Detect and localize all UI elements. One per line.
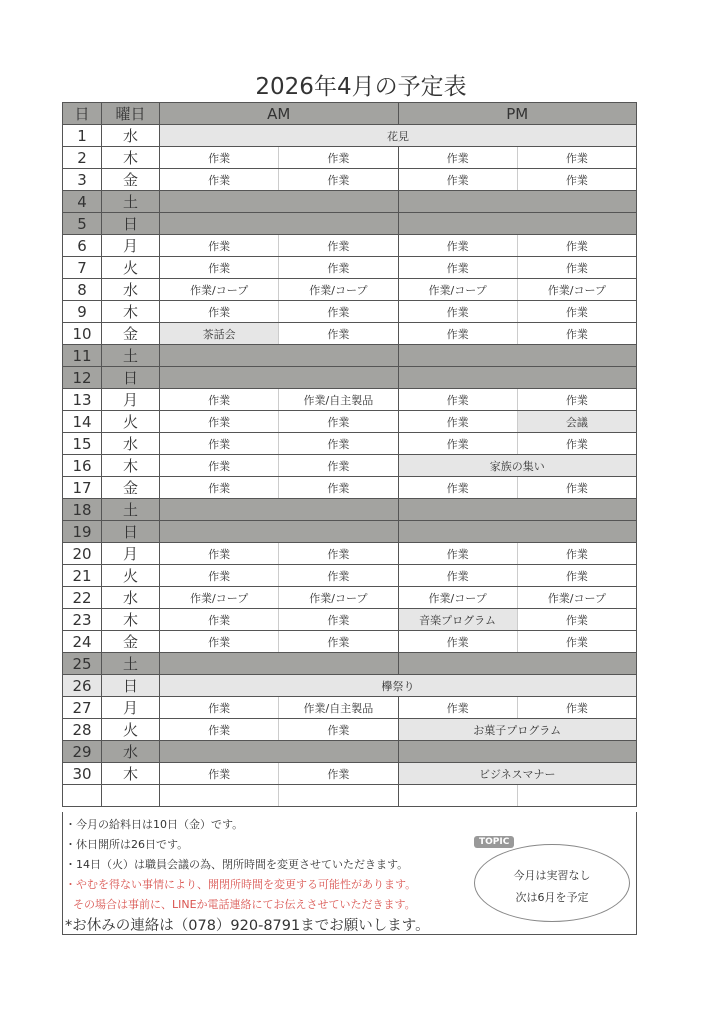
schedule-cell: 作業 bbox=[160, 565, 279, 587]
day-cell: 21 bbox=[63, 565, 102, 587]
weekday-cell: 日 bbox=[102, 367, 160, 389]
schedule-cell: 作業 bbox=[160, 631, 279, 653]
schedule-cell: 家族の集い bbox=[398, 455, 637, 477]
note-holiday-open: ・休日開所は26日です。 bbox=[65, 838, 189, 851]
day-cell: 28 bbox=[63, 719, 102, 741]
table-row bbox=[63, 609, 637, 631]
day-cell: 11 bbox=[63, 345, 102, 367]
table-row bbox=[63, 521, 637, 543]
table-row bbox=[63, 125, 637, 147]
schedule-cell: 作業 bbox=[517, 631, 636, 653]
table-row bbox=[63, 697, 637, 719]
weekday-cell: 木 bbox=[102, 763, 160, 785]
day-cell: 12 bbox=[63, 367, 102, 389]
schedule-cell: 作業 bbox=[279, 719, 398, 741]
schedule-cell: 作業/自主製品 bbox=[279, 697, 398, 719]
table-row bbox=[63, 565, 637, 587]
schedule-cell: 作業 bbox=[279, 763, 398, 785]
table-row bbox=[63, 477, 637, 499]
weekday-cell: 日 bbox=[102, 521, 160, 543]
header-row bbox=[63, 103, 637, 125]
weekday-cell: 月 bbox=[102, 389, 160, 411]
schedule-cell: 作業/コープ bbox=[517, 587, 636, 609]
schedule-cell: 作業 bbox=[398, 631, 517, 653]
schedule-cell: 作業 bbox=[160, 455, 279, 477]
schedule-cell: 作業 bbox=[398, 257, 517, 279]
schedule-cell: 作業 bbox=[398, 697, 517, 719]
day-cell: 7 bbox=[63, 257, 102, 279]
table-row bbox=[63, 719, 637, 741]
pm-holiday-cell bbox=[398, 741, 637, 763]
schedule-cell: 作業/コープ bbox=[279, 587, 398, 609]
schedule-cell: 作業 bbox=[398, 565, 517, 587]
weekday-cell: 土 bbox=[102, 499, 160, 521]
weekday-cell: 火 bbox=[102, 411, 160, 433]
table-row bbox=[63, 653, 637, 675]
weekday-cell: 土 bbox=[102, 345, 160, 367]
weekday-cell: 木 bbox=[102, 301, 160, 323]
day-cell: 16 bbox=[63, 455, 102, 477]
day-cell: 10 bbox=[63, 323, 102, 345]
schedule-cell: 作業 bbox=[279, 609, 398, 631]
schedule-cell: 作業 bbox=[160, 389, 279, 411]
pm-holiday-cell bbox=[398, 345, 637, 367]
weekday-cell: 水 bbox=[102, 279, 160, 301]
schedule-cell: 作業 bbox=[279, 257, 398, 279]
schedule-cell: 音楽プログラム bbox=[398, 609, 517, 631]
weekday-cell: 月 bbox=[102, 697, 160, 719]
schedule-cell: 作業 bbox=[160, 543, 279, 565]
schedule-cell bbox=[398, 785, 517, 807]
schedule-cell: 作業 bbox=[160, 477, 279, 499]
note-contact-advance: その場合は事前に、LINEか電話連絡にてお伝えさせていただきます。 bbox=[73, 898, 416, 911]
table-row bbox=[63, 235, 637, 257]
schedule-cell: 作業 bbox=[517, 433, 636, 455]
note-meeting: ・14日（火）は職員会議の為、閉所時間を変更させていただきます。 bbox=[65, 858, 409, 871]
day-cell: 22 bbox=[63, 587, 102, 609]
note-payday: ・今月の給料日は10日（金）です。 bbox=[65, 818, 244, 831]
weekday-cell: 月 bbox=[102, 235, 160, 257]
schedule-cell bbox=[160, 785, 279, 807]
schedule-cell: 作業 bbox=[398, 411, 517, 433]
schedule-cell: ビジネスマナー bbox=[398, 763, 637, 785]
day-cell: 9 bbox=[63, 301, 102, 323]
weekday-cell: 火 bbox=[102, 719, 160, 741]
schedule-cell: 作業 bbox=[279, 301, 398, 323]
day-cell: 1 bbox=[63, 125, 102, 147]
table-row bbox=[63, 345, 637, 367]
schedule-cell: 茶話会 bbox=[160, 323, 279, 345]
header-pm: PM bbox=[398, 103, 637, 125]
schedule-cell: 作業 bbox=[517, 235, 636, 257]
pm-holiday-cell bbox=[398, 499, 637, 521]
schedule-cell: 作業/コープ bbox=[160, 587, 279, 609]
table-row bbox=[63, 433, 637, 455]
weekday-cell: 火 bbox=[102, 565, 160, 587]
weekday-cell: 月 bbox=[102, 543, 160, 565]
am-holiday-cell bbox=[160, 213, 399, 235]
schedule-cell: 作業 bbox=[398, 389, 517, 411]
table-row bbox=[63, 499, 637, 521]
table-row bbox=[63, 785, 637, 807]
day-cell: 20 bbox=[63, 543, 102, 565]
schedule-cell: 作業 bbox=[398, 543, 517, 565]
weekday-cell: 金 bbox=[102, 631, 160, 653]
table-row bbox=[63, 631, 637, 653]
schedule-cell bbox=[279, 785, 398, 807]
schedule-table bbox=[62, 102, 637, 807]
schedule-cell: 作業 bbox=[517, 565, 636, 587]
schedule-cell: 会議 bbox=[517, 411, 636, 433]
schedule-cell: 作業 bbox=[160, 301, 279, 323]
table-row bbox=[63, 323, 637, 345]
am-holiday-cell bbox=[160, 499, 399, 521]
day-cell: 18 bbox=[63, 499, 102, 521]
schedule-cell: 作業 bbox=[279, 477, 398, 499]
day-cell: 23 bbox=[63, 609, 102, 631]
table-row bbox=[63, 257, 637, 279]
day-cell: 6 bbox=[63, 235, 102, 257]
schedule-cell: 作業 bbox=[517, 697, 636, 719]
weekday-cell: 日 bbox=[102, 213, 160, 235]
table-row bbox=[63, 169, 637, 191]
am-holiday-cell bbox=[160, 653, 399, 675]
weekday-cell bbox=[102, 785, 160, 807]
table-row bbox=[63, 301, 637, 323]
weekday-cell: 金 bbox=[102, 477, 160, 499]
table-row bbox=[63, 543, 637, 565]
table-row bbox=[63, 279, 637, 301]
schedule-cell: 作業 bbox=[517, 257, 636, 279]
weekday-cell: 水 bbox=[102, 741, 160, 763]
schedule-cell: 作業 bbox=[279, 455, 398, 477]
day-cell: 15 bbox=[63, 433, 102, 455]
day-cell: 30 bbox=[63, 763, 102, 785]
weekday-cell: 土 bbox=[102, 191, 160, 213]
schedule-cell: 作業 bbox=[160, 147, 279, 169]
day-cell: 3 bbox=[63, 169, 102, 191]
schedule-cell: 作業/コープ bbox=[398, 587, 517, 609]
schedule-cell: 作業 bbox=[160, 235, 279, 257]
am-holiday-cell bbox=[160, 367, 399, 389]
schedule-cell: 作業 bbox=[517, 477, 636, 499]
schedule-cell: 作業 bbox=[398, 169, 517, 191]
pm-holiday-cell bbox=[398, 653, 637, 675]
schedule-cell: 作業 bbox=[398, 323, 517, 345]
schedule-cell: 作業 bbox=[517, 147, 636, 169]
pm-holiday-cell bbox=[398, 521, 637, 543]
day-cell: 8 bbox=[63, 279, 102, 301]
am-holiday-cell bbox=[160, 741, 399, 763]
schedule-cell: 作業 bbox=[279, 433, 398, 455]
day-cell: 4 bbox=[63, 191, 102, 213]
topic-line-2: 次は6月を予定 bbox=[515, 891, 589, 904]
day-cell: 25 bbox=[63, 653, 102, 675]
pm-holiday-cell bbox=[398, 367, 637, 389]
schedule-cell: 作業 bbox=[160, 433, 279, 455]
weekday-cell: 火 bbox=[102, 257, 160, 279]
topic-label: TOPIC bbox=[474, 836, 514, 848]
schedule-cell: 作業 bbox=[279, 543, 398, 565]
schedule-cell: 作業/自主製品 bbox=[279, 389, 398, 411]
schedule-cell: 作業 bbox=[398, 477, 517, 499]
schedule-cell: 作業 bbox=[160, 609, 279, 631]
table-row bbox=[63, 763, 637, 785]
schedule-cell: 作業 bbox=[398, 235, 517, 257]
schedule-cell: 作業 bbox=[398, 147, 517, 169]
header-am: AM bbox=[160, 103, 399, 125]
schedule-cell: 作業 bbox=[160, 257, 279, 279]
day-cell: 5 bbox=[63, 213, 102, 235]
schedule-cell: 作業 bbox=[160, 169, 279, 191]
table-row bbox=[63, 191, 637, 213]
day-cell: 13 bbox=[63, 389, 102, 411]
schedule-cell: 作業 bbox=[517, 389, 636, 411]
am-holiday-cell bbox=[160, 345, 399, 367]
schedule-cell: 作業 bbox=[160, 763, 279, 785]
schedule-cell: 作業 bbox=[517, 609, 636, 631]
am-holiday-cell bbox=[160, 191, 399, 213]
schedule-cell: 作業 bbox=[398, 433, 517, 455]
weekday-cell: 木 bbox=[102, 147, 160, 169]
schedule-cell: 作業 bbox=[279, 235, 398, 257]
table-row bbox=[63, 411, 637, 433]
day-cell: 29 bbox=[63, 741, 102, 763]
header-weekday: 曜日 bbox=[102, 103, 160, 125]
day-cell: 26 bbox=[63, 675, 102, 697]
am-holiday-cell bbox=[160, 521, 399, 543]
table-row bbox=[63, 675, 637, 697]
note-time-change: ・やむを得ない事情により、開閉所時間を変更する可能性があります。 bbox=[65, 878, 417, 891]
table-row bbox=[63, 587, 637, 609]
schedule-cell: 作業 bbox=[279, 169, 398, 191]
schedule-cell: 作業 bbox=[279, 631, 398, 653]
schedule-cell: 花見 bbox=[160, 125, 637, 147]
day-cell bbox=[63, 785, 102, 807]
weekday-cell: 日 bbox=[102, 675, 160, 697]
table-row bbox=[63, 213, 637, 235]
schedule-cell: 作業 bbox=[398, 301, 517, 323]
weekday-cell: 金 bbox=[102, 323, 160, 345]
page-title: 2026年4月の予定表 bbox=[255, 74, 467, 100]
day-cell: 27 bbox=[63, 697, 102, 719]
schedule-cell: 作業 bbox=[279, 323, 398, 345]
table-row bbox=[63, 147, 637, 169]
day-cell: 17 bbox=[63, 477, 102, 499]
table-row bbox=[63, 741, 637, 763]
schedule-cell: 作業/コープ bbox=[517, 279, 636, 301]
schedule-cell: 作業/コープ bbox=[279, 279, 398, 301]
note-absence-contact: *お休みの連絡は（078）920-8791までお願いします。 bbox=[65, 918, 430, 934]
schedule-cell: 作業 bbox=[279, 147, 398, 169]
header-day: 日 bbox=[63, 103, 102, 125]
day-cell: 19 bbox=[63, 521, 102, 543]
table-row bbox=[63, 389, 637, 411]
schedule-cell: 作業 bbox=[160, 719, 279, 741]
day-cell: 2 bbox=[63, 147, 102, 169]
weekday-cell: 水 bbox=[102, 125, 160, 147]
schedule-cell: お菓子プログラム bbox=[398, 719, 637, 741]
topic-line-1: 今月は実習なし bbox=[513, 869, 591, 882]
schedule-cell: 作業 bbox=[279, 411, 398, 433]
schedule-cell: 作業/コープ bbox=[160, 279, 279, 301]
topic-bubble bbox=[474, 844, 630, 922]
weekday-cell: 金 bbox=[102, 169, 160, 191]
schedule-cell: 作業 bbox=[279, 565, 398, 587]
schedule-cell: 作業 bbox=[160, 411, 279, 433]
weekday-cell: 木 bbox=[102, 455, 160, 477]
schedule-cell: 欅祭り bbox=[160, 675, 637, 697]
pm-holiday-cell bbox=[398, 213, 637, 235]
weekday-cell: 水 bbox=[102, 587, 160, 609]
table-row bbox=[63, 455, 637, 477]
weekday-cell: 土 bbox=[102, 653, 160, 675]
schedule-cell: 作業 bbox=[517, 323, 636, 345]
schedule-cell: 作業 bbox=[517, 169, 636, 191]
weekday-cell: 木 bbox=[102, 609, 160, 631]
day-cell: 24 bbox=[63, 631, 102, 653]
schedule-cell: 作業/コープ bbox=[398, 279, 517, 301]
schedule-cell bbox=[517, 785, 636, 807]
schedule-cell: 作業 bbox=[517, 543, 636, 565]
table-row bbox=[63, 367, 637, 389]
schedule-cell: 作業 bbox=[517, 301, 636, 323]
day-cell: 14 bbox=[63, 411, 102, 433]
schedule-cell: 作業 bbox=[160, 697, 279, 719]
weekday-cell: 水 bbox=[102, 433, 160, 455]
pm-holiday-cell bbox=[398, 191, 637, 213]
